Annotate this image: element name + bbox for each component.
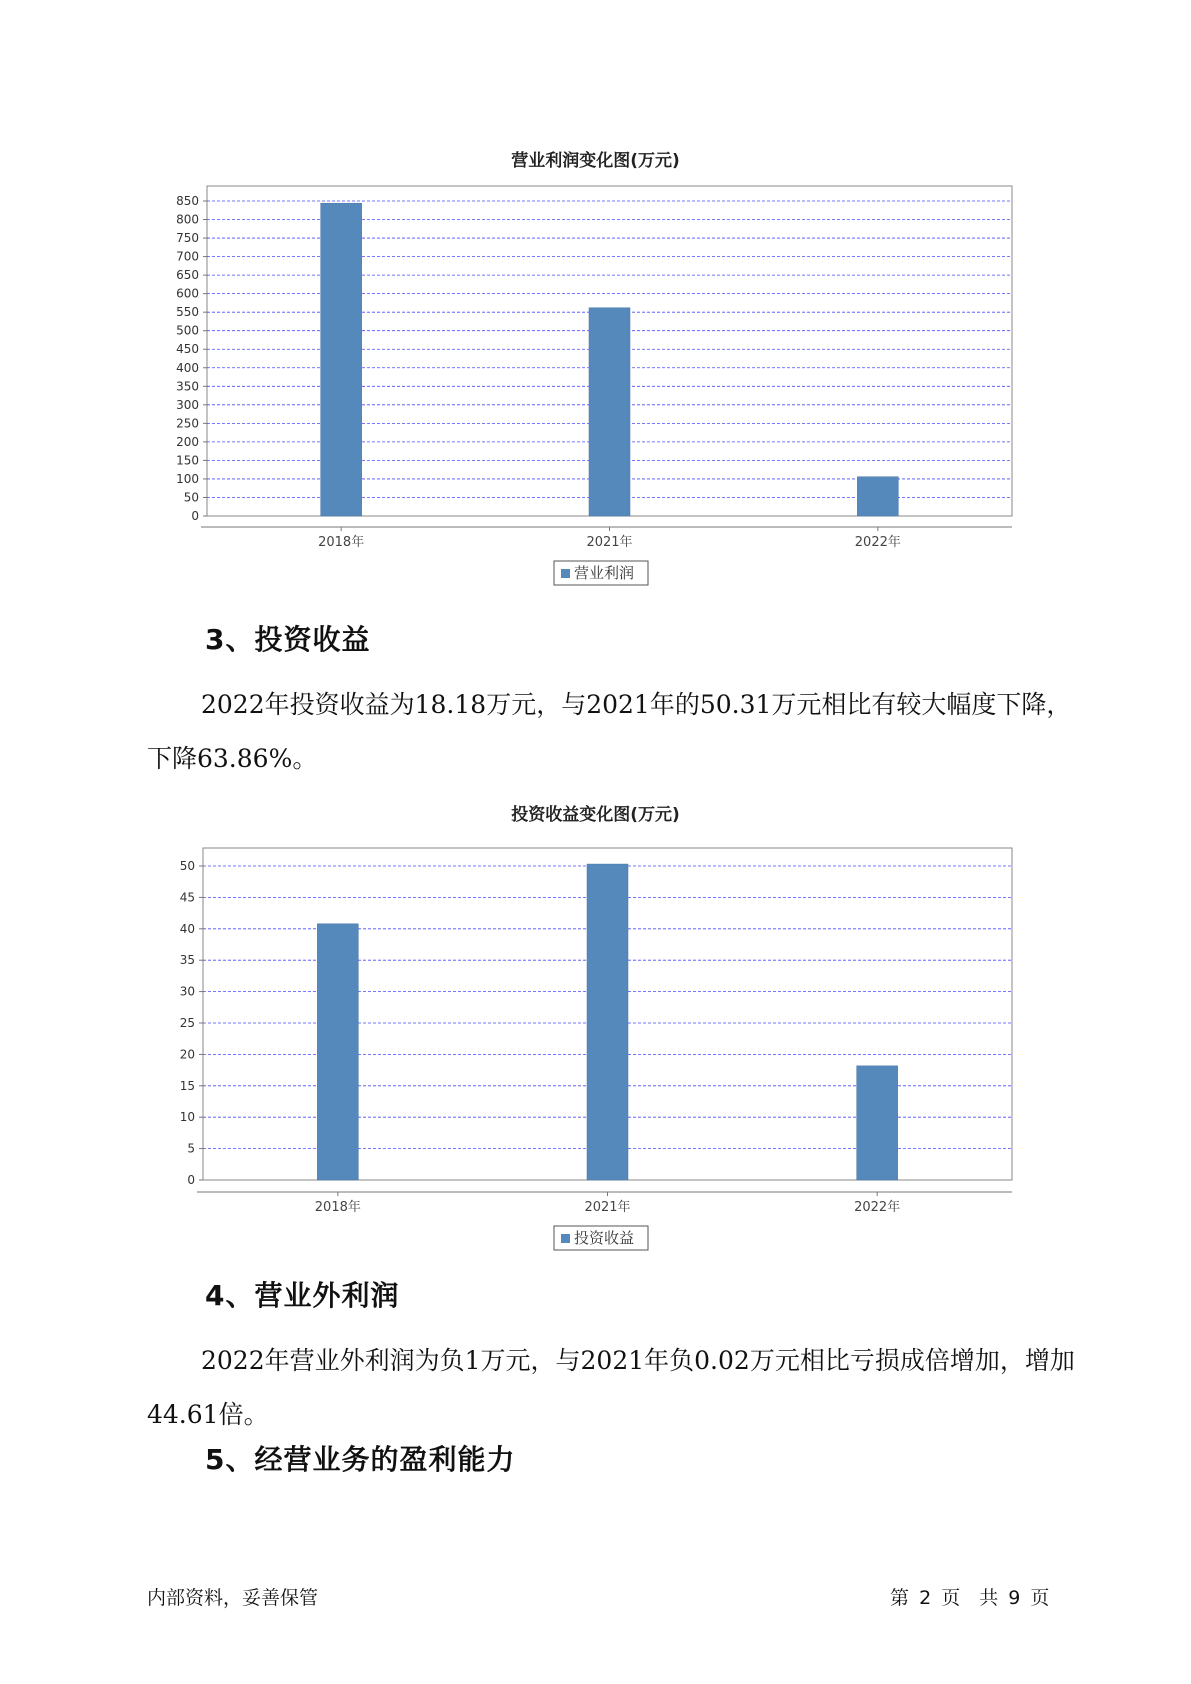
- y-tick-label: 25: [179, 1016, 195, 1030]
- paragraph-non-operating-profit: 2022年营业外利润为负1万元，与2021年负0.02万元相比亏损成倍增加，增加44.61倍。: [147, 1346, 1075, 1429]
- y-tick-label: 500: [176, 323, 199, 338]
- y-tick-label: 850: [176, 194, 199, 208]
- footer-confidential: 内部资料，妥善保管: [147, 1587, 319, 1609]
- page-mid: 页 共: [941, 1587, 999, 1609]
- x-tick-label: 2018年: [314, 1200, 361, 1215]
- y-tick-label: 800: [176, 212, 199, 227]
- legend-label: 投资收益: [574, 1229, 635, 1247]
- y-tick-label: 0: [191, 509, 199, 523]
- y-tick-label: 50: [179, 859, 195, 873]
- y-tick-label: 400: [176, 360, 199, 375]
- heading-operating-profitability: 5、经营业务的盈利能力: [205, 1443, 516, 1476]
- y-tick-label: 300: [176, 397, 199, 412]
- y-tick-label: 150: [176, 453, 199, 468]
- bar-2021年: [587, 864, 628, 1180]
- legend-swatch: [561, 1234, 570, 1243]
- y-tick-label: 50: [183, 490, 199, 505]
- y-tick-label: 750: [176, 231, 199, 246]
- page-prefix: 第: [890, 1587, 910, 1609]
- legend-label: 营业利润: [574, 564, 635, 582]
- y-tick-label: 0: [187, 1173, 195, 1187]
- y-tick-label: 40: [179, 921, 195, 936]
- bar-2022年: [857, 1066, 898, 1180]
- y-tick-label: 45: [179, 890, 195, 905]
- y-tick-label: 200: [176, 434, 199, 449]
- x-tick-label: 2018年: [318, 535, 365, 550]
- y-tick-label: 5: [187, 1141, 195, 1156]
- x-tick-label: 2021年: [584, 1200, 631, 1215]
- y-tick-label: 250: [176, 416, 199, 431]
- y-tick-label: 600: [176, 286, 199, 301]
- y-tick-label: 700: [176, 249, 199, 264]
- y-tick-label: 20: [179, 1047, 195, 1062]
- heading-non-operating-profit: 4、营业外利润: [205, 1279, 400, 1312]
- y-tick-label: 100: [176, 471, 199, 486]
- y-tick-label: 350: [176, 379, 199, 394]
- page-suffix: 页: [1030, 1587, 1050, 1609]
- paragraph-investment-income: 2022年投资收益为18.18万元，与2021年的50.31万元相比有较大幅度下降，下降63.86%。: [147, 690, 1072, 773]
- y-tick-label: 30: [179, 984, 195, 999]
- x-tick-label: 2021年: [586, 535, 633, 550]
- page-total: 9: [1008, 1587, 1021, 1609]
- legend: [554, 1226, 648, 1250]
- y-tick-label: 650: [176, 268, 199, 283]
- y-tick-label: 15: [179, 1078, 195, 1093]
- page-current: 2: [919, 1587, 932, 1609]
- y-tick-label: 35: [179, 953, 195, 968]
- chart-title-investment-income: 投资收益变化图(万元): [511, 805, 680, 825]
- x-tick-label: 2022年: [854, 1200, 901, 1215]
- y-tick-label: 450: [176, 342, 199, 357]
- y-tick-label: 550: [176, 305, 199, 320]
- y-tick-label: 10: [179, 1110, 195, 1125]
- chart-title-operating-profit: 营业利润变化图(万元): [511, 151, 680, 171]
- footer-page-number: [888, 1583, 1051, 1610]
- x-tick-label: 2022年: [854, 535, 901, 550]
- bar-2018年: [317, 924, 358, 1180]
- heading-investment-income: 3、投资收益: [205, 623, 371, 656]
